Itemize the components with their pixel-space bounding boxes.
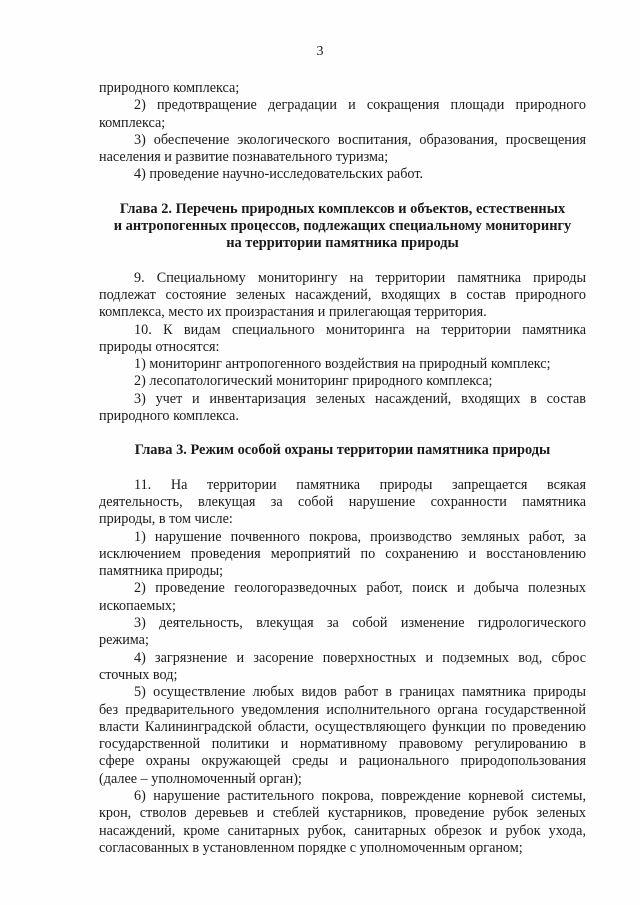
page-number: 3 (316, 44, 324, 59)
text-line: 4) загрязнение и засорение поверхностных и подземных вод, сброс (134, 649, 586, 666)
text-line: (далее – уполномоченный орган); (99, 770, 302, 787)
text-line: ископаемых; (99, 597, 176, 614)
text-line: сточных вод; (99, 666, 178, 683)
paragraph (99, 80, 586, 97)
text-line: 11. На территории памятника природы запрещается всякая (134, 476, 586, 493)
text-line: 2) предотвращение деградации и сокращения площади природного (134, 97, 586, 114)
spacer (99, 460, 586, 477)
paragraph (99, 788, 586, 857)
paragraph (99, 373, 586, 390)
paragraph (99, 650, 586, 685)
spacer (99, 253, 586, 270)
text-line: 6) нарушение растительного покрова, повреждение корневой системы, (134, 787, 586, 804)
paragraph (99, 97, 586, 132)
text-line: согласованных в установленном порядке с уполномоченным органом; (99, 839, 523, 856)
paragraph (99, 529, 586, 581)
text-line: 1) нарушение почвенного покрова, производство земляных работ, за (134, 528, 586, 545)
paragraph (99, 615, 586, 650)
paragraph (99, 580, 586, 615)
heading-line: и антропогенных процессов, подлежащих специальному мониторингу (113, 218, 572, 235)
spacer (99, 425, 586, 442)
text-line: подлежат состояние зеленых насаждений, входящих в состав природного (99, 286, 586, 303)
text-line: 4) проведение научно-исследовательских работ. (134, 166, 424, 183)
chapter-heading (99, 442, 586, 459)
paragraph (99, 356, 586, 373)
paragraph (99, 166, 586, 183)
text-line: 10. К видам специального мониторинга на территории памятника (134, 321, 586, 338)
text-line: природы относятся: (99, 338, 220, 355)
heading-line: Глава 3. Режим особой охраны территории памятника природы (134, 442, 551, 459)
text-line: комплекса, место их произрастания и прилегающая территория. (99, 304, 487, 321)
document-body (99, 80, 586, 857)
text-line: природного комплекса; (99, 80, 240, 96)
text-line: исключением проведения мероприятий по сохранению и восстановлению (99, 545, 586, 562)
text-line: крон, стволов деревьев и стеблей кустарников, проведение рубок зеленых (99, 805, 586, 822)
text-line: 5) осуществление любых видов работ в границах памятника природы (134, 684, 586, 701)
text-line: насаждений, кроме санитарных рубок, санитарных обрезок и рубок ухода, (99, 822, 586, 839)
heading-line: Глава 2. Перечень природных комплексов и объектов, естественных (119, 200, 566, 217)
text-line: комплекса; (99, 114, 166, 131)
paragraph (99, 270, 586, 322)
text-line: 9. Специальному мониторингу на территории памятника природы (134, 269, 586, 286)
text-line: 3) обеспечение экологического воспитания, образования, просвещения (134, 131, 586, 148)
chapter-heading (99, 201, 586, 253)
spacer (99, 184, 586, 201)
text-line: режима; (99, 632, 149, 649)
paragraph (99, 391, 586, 426)
text-line: населения и развитие познавательного туризма; (99, 149, 389, 166)
text-line: государственной политики и нормативному правовому регулированию в (99, 736, 586, 753)
text-line: деятельность, влекущая за собой нарушение сохранности памятника (99, 493, 586, 510)
text-line: 1) мониторинг антропогенного воздействия на природный комплекс; (134, 356, 551, 373)
text-line: 2) проведение геологоразведочных работ, поиск и добыча полезных (134, 580, 586, 597)
text-line: 3) деятельность, влекущая за собой изменение гидрологического (134, 615, 586, 632)
text-line: сфере охраны окружающей среды и рационального природопользования (99, 753, 586, 770)
paragraph (99, 477, 586, 529)
text-line: без предварительного уведомления исполнительного органа государственной (99, 701, 586, 718)
paragraph (99, 684, 586, 788)
text-line: природы, в том числе: (99, 511, 233, 528)
paragraph (99, 322, 586, 357)
paragraph (99, 132, 586, 167)
text-line: природного комплекса. (99, 408, 239, 425)
text-line: 2) лесопатологический мониторинг природного комплекса; (134, 373, 493, 390)
heading-line: на территории памятника природы (226, 235, 459, 252)
text-line: власти Калининградской области, осуществляющего функции по проведению (99, 718, 586, 735)
text-line: памятника природы; (99, 563, 224, 580)
text-line: 3) учет и инвентаризация зеленых насаждений, входящих в состав (134, 390, 586, 407)
